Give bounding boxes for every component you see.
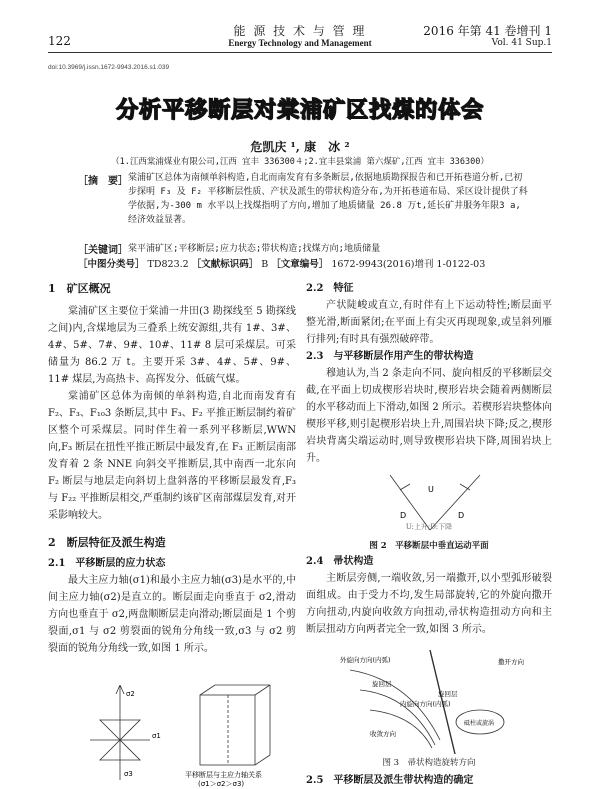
classification-line xyxy=(78,256,485,270)
section-2-5-heading: 2.5 平移断层及派生带状构造的确定 xyxy=(306,775,474,786)
paragraph-5: 穆迪认为,当 2 条走向不同、旋向相反的平移断层交截,在平面上切成楔形岩块时,楔形岩块会随着两侧断层的水平移动而上下滑动,如图 2 所示。若楔形岩块整体向楔形平移,则引起楔形岩块上升,周围岩块下降;反之,楔形岩块背离尖端运动时,则导致楔形岩块下降,周围岩块上升。 xyxy=(306,368,552,464)
fig2-subcaption: U:上升;D:下降 xyxy=(405,523,453,531)
right-column xyxy=(306,280,552,467)
abstract-label: ［摘 要］ xyxy=(78,176,128,187)
cls-value: TD823.2 xyxy=(147,259,189,270)
fig3-label-rot2: 旋回层 xyxy=(438,690,458,698)
journal-name-en: Energy Technology and Management xyxy=(228,38,372,48)
paper-title: 分析平移断层对棠浦矿区找煤的体会 xyxy=(115,98,484,123)
authors: 危凯庆 ¹, 康 冰 ² xyxy=(250,140,350,154)
section-1-heading: 1 矿区概况 xyxy=(48,282,111,295)
doc-code-value: B xyxy=(261,259,269,270)
fig2-label-d2: D xyxy=(458,511,465,520)
fig1-subcaption: (σ1＞σ2＞σ3) xyxy=(198,780,245,788)
fig2-label-u: U xyxy=(428,485,434,494)
volume-cn: 2016 年第 41 卷增刊 1 xyxy=(423,24,552,38)
fig3-label-core: 砥柱或旋涡 xyxy=(464,720,495,727)
doc-code-label: ［文献标识码］ xyxy=(191,259,259,270)
paragraph-2: 棠浦矿区总体为南倾的单斜构造,自北而南发育有 F₂、F₃、F₁₀3 条断层,其中 F₃、F₂ 平推正断层制约着矿区整个可采煤层。同时伴生着一系列平移断层,WWN 向,F₃ 断层在扭性平推正断层中最发育,在 F₃ 正断层南部发育着 2 条 NNE 向斜交平推断层,其中南西一北东向 F₂ 断层与地层走向斜切上盘斜落的平移断层最发育,F₃ 与 F₂₂ 平推断层相交,严重制约该矿区南部煤层发育,对开采影响较大。 xyxy=(48,391,296,521)
keywords-text: 棠平浦矿区;平移断层;应力状态;带状构造;找煤方向;地质储量 xyxy=(128,244,381,254)
fig1-block xyxy=(200,695,255,765)
fig3-label-inner: 内旋向方向(内弧) xyxy=(400,700,451,708)
doi: doi:10.3969/j.issn.1672-9943.2016.s1.039 xyxy=(48,64,170,71)
volume-en: Vol. 41 Sup.1 xyxy=(491,38,552,48)
figure-3 xyxy=(330,650,530,754)
fig3-label-converge: 收敛方向 xyxy=(370,730,396,738)
fig3-label-rot: 旋回层 xyxy=(372,680,392,688)
paragraph-1: 棠浦矿区主要位于棠浦一井田(3 勘探线至 5 勘探线之间)内,含煤地层为三叠系上统安源组,共有 1#、3#、4#、5#、7#、9#、10#、11# 8 层可采煤层。可采储量为 86.2 万 t。主要开采 3#、4#、5#、9#、11# 煤层,为高热卡、高挥发分、低硫气煤。 xyxy=(48,306,296,385)
fig1-label-s1: σ1 xyxy=(152,732,161,740)
fig2-caption: 图 2 平移断层中垂直运动平面 xyxy=(369,541,489,551)
paragraph-4: 产状陡峻或直立,有时伴有上下运动特性;断层面平整光滑,断面紧闭;在平面上有尖灭再现现象,或呈斜列雁行排列;有时具有强烈破碎带。 xyxy=(306,300,552,345)
section-2-4-heading: 2.4 帚状构造 xyxy=(306,556,374,567)
paragraph-6: 主断层旁侧,一端收敛,另一端撒开,以小型弧形破裂面组成。由于受力不均,发生局部旋转,它的外旋向撒开方向扭动,内旋向收敛方向扭动,帚状构造扭动方向和主断层扭动方向两者完全一致,如图 3 所示。 xyxy=(306,573,552,635)
fig1-label-s3: σ3 xyxy=(124,770,133,778)
paragraph-3: 最大主应力轴(σ1)和最小主应力轴(σ3)是水平的,中间主应力轴(σ2)是直立的。断层面走向垂直于 σ2,滑动方向也垂直于 σ2,两盘顺断层走向滑动;断层面是 1 个剪裂面,σ1 与 σ2 剪裂面的锐角分角线一致,σ3 与 σ2 剪裂面的锐角分角线一致,如图 1 所示。 xyxy=(48,575,296,654)
fig1-caption: 平移断层与主应力轴关系 xyxy=(185,771,262,779)
keywords-label: ［关键词］ xyxy=(78,245,128,256)
section-2-1-heading: 2.1 平移断层的应力状态 xyxy=(48,558,166,569)
figure-1 xyxy=(80,680,280,789)
right-column-lower xyxy=(306,553,552,638)
left-column xyxy=(48,280,296,657)
article-id-label: ［文章编号］ xyxy=(271,259,329,270)
section-2-2-heading: 2.2 特征 xyxy=(306,283,354,294)
affiliation: （1.江西棠浦煤业有限公司,江西 宜丰 336300４;2.宜丰县棠浦 第六煤矿,江西 宜丰 336300） xyxy=(111,157,489,167)
header-rule xyxy=(48,52,552,53)
fig3-arc-3 xyxy=(370,710,432,748)
cls-label: ［中图分类号］ xyxy=(78,259,145,270)
section-2-3-heading: 2.3 与平移断层作用产生的带状构造 xyxy=(306,351,474,362)
section-2-heading: 2 断层特征及派生构造 xyxy=(48,536,166,549)
article-id-value: 1672-9943(2016)增刊 1-0122-03 xyxy=(331,259,486,270)
fig3-label-spread: 撒开方向 xyxy=(498,658,524,666)
journal-name-cn: 能 源 技 术 与 管 理 xyxy=(233,24,367,38)
fig3-caption: 图 3 帚状构造旋转方向 xyxy=(382,758,476,768)
fig1-label-s2: σ2 xyxy=(126,690,135,698)
fig2-label-d1: D xyxy=(400,511,407,520)
fig3-label-outer: 外旋向方向(内弧) xyxy=(340,656,391,664)
page-number: 122 xyxy=(48,34,71,48)
abstract-text: 棠浦矿区总体为南倾单斜构造,自北而南发育有多条断层,依据地质勘探报告和已开拓巷道分析,已初步探明 F₃ 及 F₂ 平移断层性质、产状及派生的带状构造分布,为开拓巷道布局、采区设计提供了科学依据,为-300 m 水平以上找煤指明了方向,增加了地质储量 26.8 万t,延长矿井服务年限3 a,经济效益显著。 xyxy=(128,173,528,225)
